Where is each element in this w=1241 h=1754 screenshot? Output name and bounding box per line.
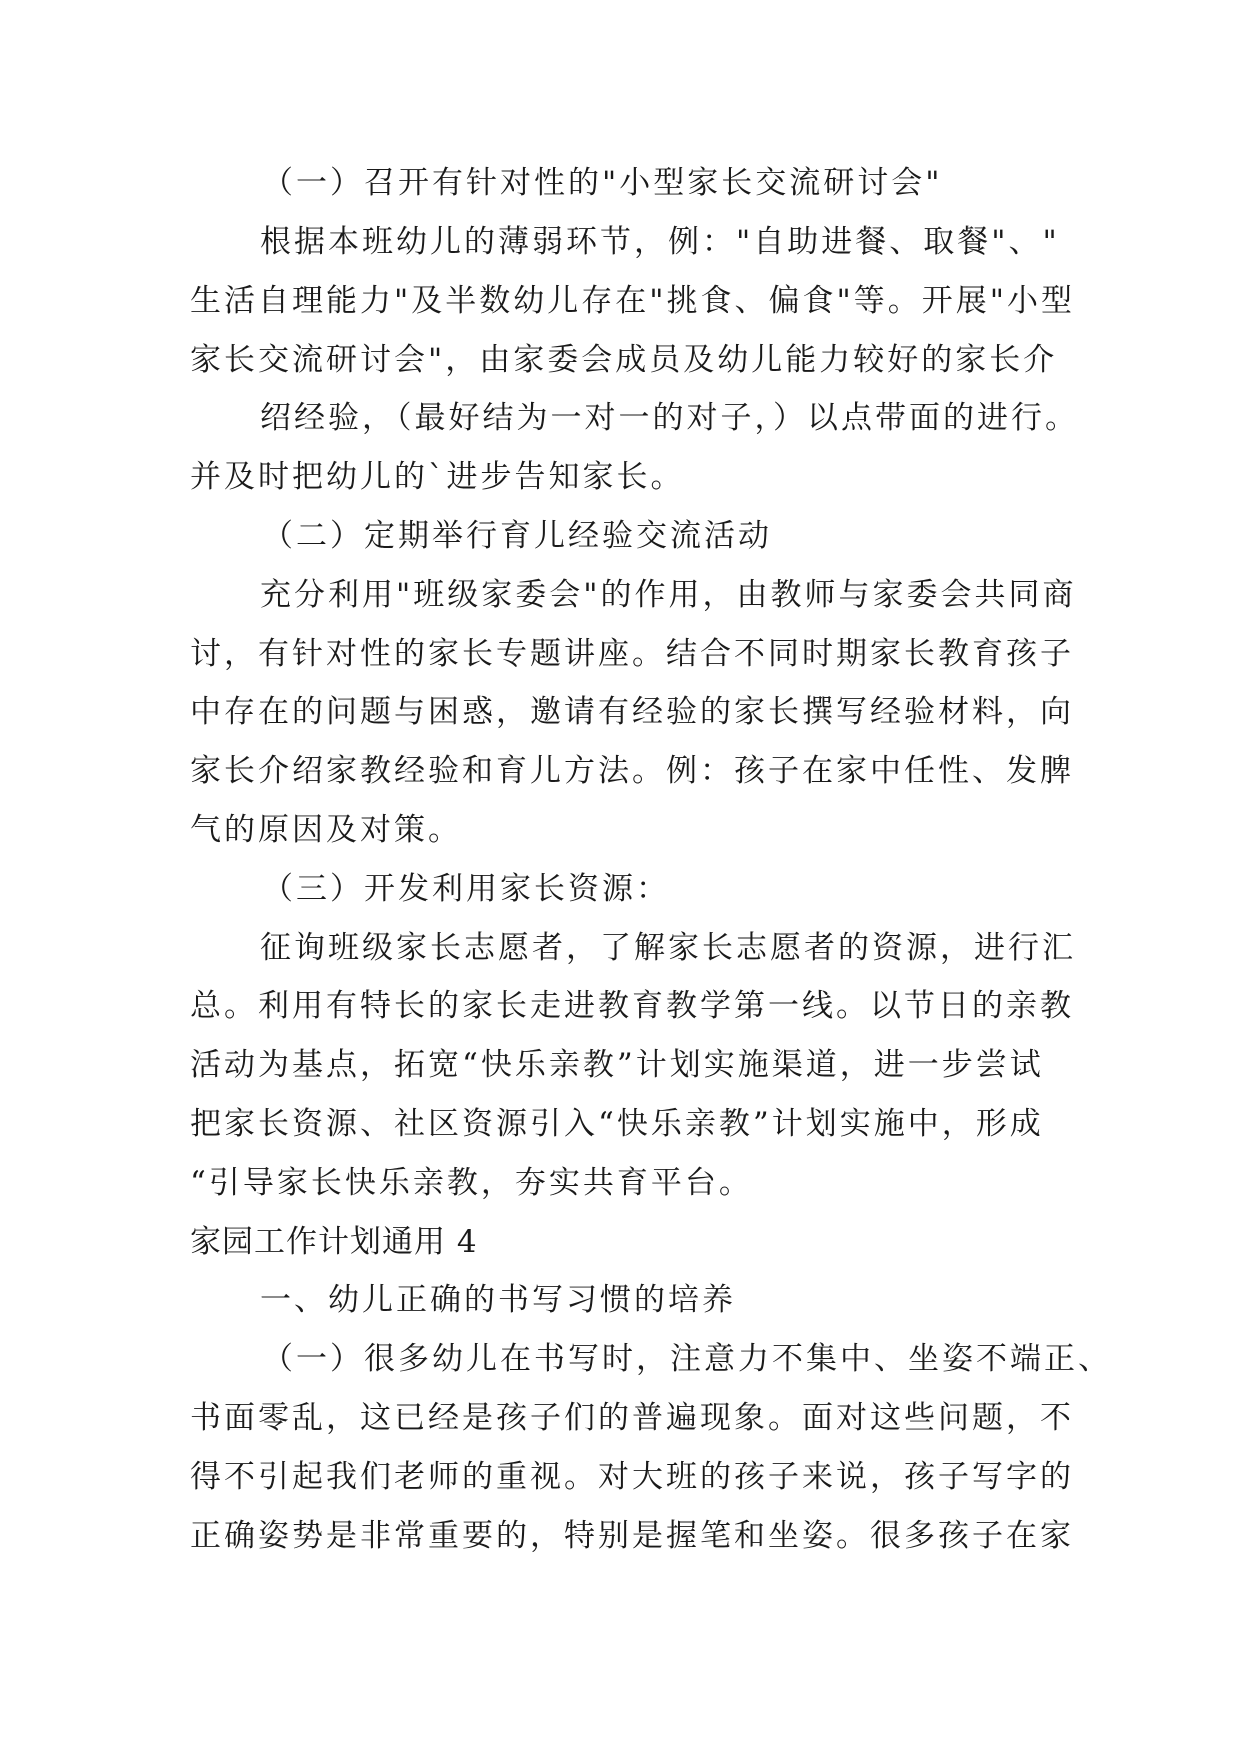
paragraph-line: 根据本班幼儿的薄弱环节，例："自助进餐、取餐"、" <box>260 224 1060 260</box>
paragraph-line: 绍经验，（最好结为一对一的对子，）以点带面的进行。 <box>260 400 1079 436</box>
paragraph-line: 讨，有针对性的家长专题讲座。结合不同时期家长教育孩子 <box>190 636 1074 672</box>
paragraph-line: 气的原因及对策。 <box>190 812 462 848</box>
paragraph-line: “引导家长快乐亲教，夯实共育平台。 <box>190 1165 753 1201</box>
section-title: 家园工作计划通用 4 <box>190 1224 478 1260</box>
paragraph-line: 并及时把幼儿的`进步告知家长。 <box>190 459 685 495</box>
paragraph-line: 中存在的问题与困惑，邀请有经验的家长撰写经验材料，向 <box>190 694 1074 730</box>
paragraph-line: 书面零乱，这已经是孩子们的普遍现象。面对这些问题，不 <box>190 1400 1074 1436</box>
paragraph-line: 正确姿势是非常重要的，特别是握笔和坐姿。很多孩子在家 <box>190 1518 1074 1554</box>
paragraph-line: 总。利用有特长的家长走进教育教学第一线。以节日的亲教 <box>190 988 1074 1024</box>
paragraph-line: 活动为基点，拓宽“快乐亲教”计划实施渠道，进一步尝试 <box>190 1047 1044 1083</box>
paragraph-line: 征询班级家长志愿者，了解家长志愿者的资源，进行汇 <box>260 930 1076 966</box>
subheading-1: （一）召开有针对性的"小型家长交流研讨会" <box>262 165 943 201</box>
paragraph-line: 生活自理能力"及半数幼儿存在"挑食、偏食"等。开展"小型 <box>190 283 1076 319</box>
paragraph-line: 充分利用"班级家委会"的作用，由教师与家委会共同商 <box>260 577 1077 613</box>
subheading-3: （三）开发利用家长资源： <box>262 871 670 907</box>
paragraph-line: （一）很多幼儿在书写时，注意力不集中、坐姿不端正、 <box>262 1341 1112 1377</box>
paragraph-line: 得不引起我们老师的重视。对大班的孩子来说，孩子写字的 <box>190 1459 1074 1495</box>
paragraph-line: 家长介绍家教经验和育儿方法。例：孩子在家中任性、发脾 <box>190 753 1074 789</box>
subheading-2: （二）定期举行育儿经验交流活动 <box>262 518 772 554</box>
paragraph-line: 把家长资源、社区资源引入“快乐亲教”计划实施中，形成 <box>190 1106 1044 1142</box>
paragraph-line: 家长交流研讨会"，由家委会成员及幼儿能力较好的家长介 <box>190 342 1058 378</box>
section-heading: 一、幼儿正确的书写习惯的培养 <box>260 1282 736 1318</box>
